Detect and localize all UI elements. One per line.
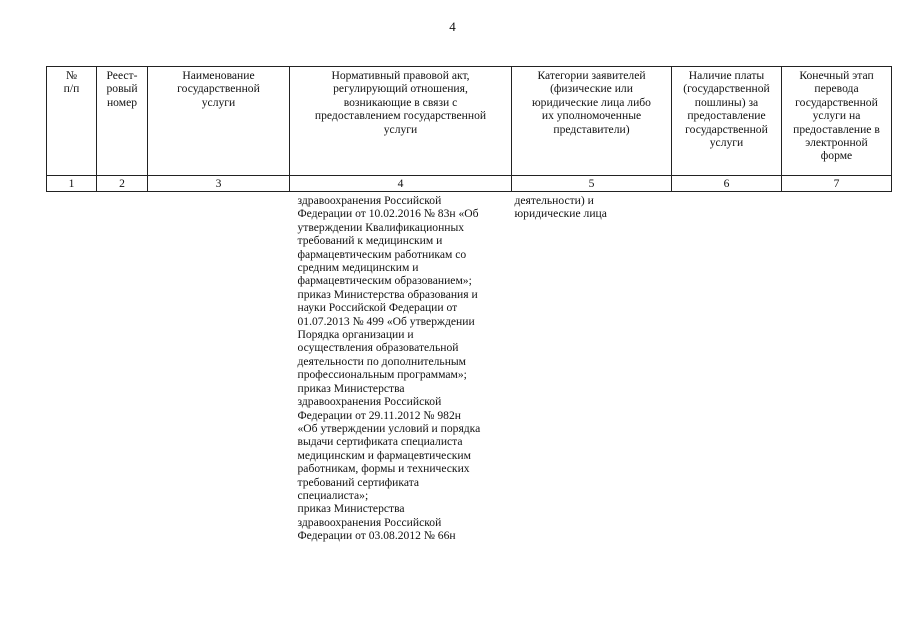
text-line: государственной — [685, 122, 768, 136]
text-line: Наличие платы — [688, 69, 765, 82]
text-line: осуществления образовательной — [297, 341, 459, 355]
text-line: Наименование — [182, 69, 255, 82]
cell-legal-act — [290, 192, 512, 543]
text-line: работникам, формы и технических — [297, 462, 470, 476]
text-line: их уполномоченные — [541, 109, 642, 123]
text-line: здравоохранения Российской — [297, 395, 442, 409]
table-row — [47, 192, 892, 543]
text-line: № — [65, 69, 78, 82]
cell-number — [47, 192, 97, 543]
column-number: 5 — [512, 176, 672, 192]
text-line: деятельности) и — [514, 194, 594, 207]
header-registry-number — [97, 67, 148, 176]
text-line: Нормативный правовой акт, — [331, 69, 470, 82]
text-line: предоставлением государственной — [314, 109, 487, 123]
text-line: п/п — [63, 82, 80, 96]
text-line: Федерации от 10.02.2016 № 83н «Об — [297, 207, 479, 221]
cell-applicant-categories — [512, 192, 672, 543]
header-fee — [672, 67, 782, 176]
text-line: Конечный этап — [799, 69, 874, 82]
text-line: профессиональным программам»; — [297, 368, 467, 382]
header-row — [47, 67, 892, 176]
text-line: услуги — [709, 136, 744, 150]
text-line: специалиста»; — [297, 488, 369, 502]
cell-registry-number — [97, 192, 148, 543]
text-line: Категории заявителей — [537, 69, 646, 82]
text-line: средним медицинским и — [297, 261, 419, 275]
column-number-row — [47, 176, 892, 192]
cell-fee — [672, 192, 782, 543]
text-line: (физические или — [550, 82, 633, 96]
text-line: деятельности по дополнительным — [297, 354, 467, 368]
column-number: 4 — [290, 176, 512, 192]
text-line: услуги на — [812, 109, 861, 123]
text-line: юридические лица — [514, 207, 607, 221]
text-line: Реест- — [106, 69, 138, 82]
text-line: требований сертификата — [297, 475, 420, 489]
page-number: 4 — [449, 19, 456, 34]
column-number: 7 — [782, 176, 892, 192]
text-line: перевода — [814, 82, 859, 96]
column-number: 2 — [97, 176, 148, 192]
text-line: приказ Министерства образования и — [297, 287, 478, 301]
text-line: предоставление — [687, 109, 766, 123]
text-line: электронной — [805, 136, 868, 150]
text-line: юридические лица либо — [532, 95, 651, 109]
column-number: 3 — [148, 176, 290, 192]
text-line: здравоохранения Российской — [297, 515, 442, 529]
text-line: требований к медицинским и — [297, 234, 443, 248]
text-line: науки Российской Федерации от — [297, 301, 458, 315]
text-line: фармацевтическим образованием»; — [297, 274, 472, 288]
header-number — [47, 67, 97, 176]
text-line: государственной — [177, 82, 260, 96]
text-line: 01.07.2013 № 499 «Об утверждении — [297, 314, 475, 328]
column-number: 1 — [47, 176, 97, 192]
text-line: фармацевтическим работникам со — [297, 247, 467, 261]
text-line: Порядка организации и — [297, 328, 414, 342]
text-line: номер — [106, 95, 138, 109]
header-final-stage — [782, 67, 892, 176]
text-line: форме — [820, 149, 853, 163]
header-service-name — [148, 67, 290, 176]
text-line: пошлины) за — [694, 95, 759, 109]
text-line: услуги — [201, 95, 236, 109]
cell-service-name — [148, 192, 290, 543]
text-line: (государственной — [683, 82, 770, 96]
column-number: 6 — [672, 176, 782, 192]
text-line: предоставление в — [793, 122, 880, 136]
text-line: услуги — [383, 122, 418, 136]
header-legal-act — [290, 67, 512, 176]
text-line: выдачи сертификата специалиста — [297, 435, 463, 449]
services-table — [46, 66, 892, 543]
text-line: Федерации от 29.11.2012 № 982н — [297, 408, 461, 422]
text-line: Федерации от 03.08.2012 № 66н — [297, 529, 456, 543]
text-line: возникающие в связи с — [343, 95, 458, 109]
header-applicant-categories — [512, 67, 672, 176]
text-line: приказ Министерства — [297, 502, 405, 516]
text-line: ровый — [106, 82, 138, 96]
text-line: представители) — [553, 122, 630, 136]
text-line: государственной — [795, 95, 878, 109]
text-line: утверждении Квалификационных — [297, 220, 465, 234]
text-line: приказ Министерства — [297, 381, 405, 395]
text-line: медицинским и фармацевтическим — [297, 448, 471, 462]
text-line: «Об утверждении условий и порядка — [297, 421, 481, 435]
cell-final-stage — [782, 192, 892, 543]
text-line: здравоохранения Российской — [297, 194, 442, 207]
text-line: регулирующий отношения, — [333, 82, 468, 96]
